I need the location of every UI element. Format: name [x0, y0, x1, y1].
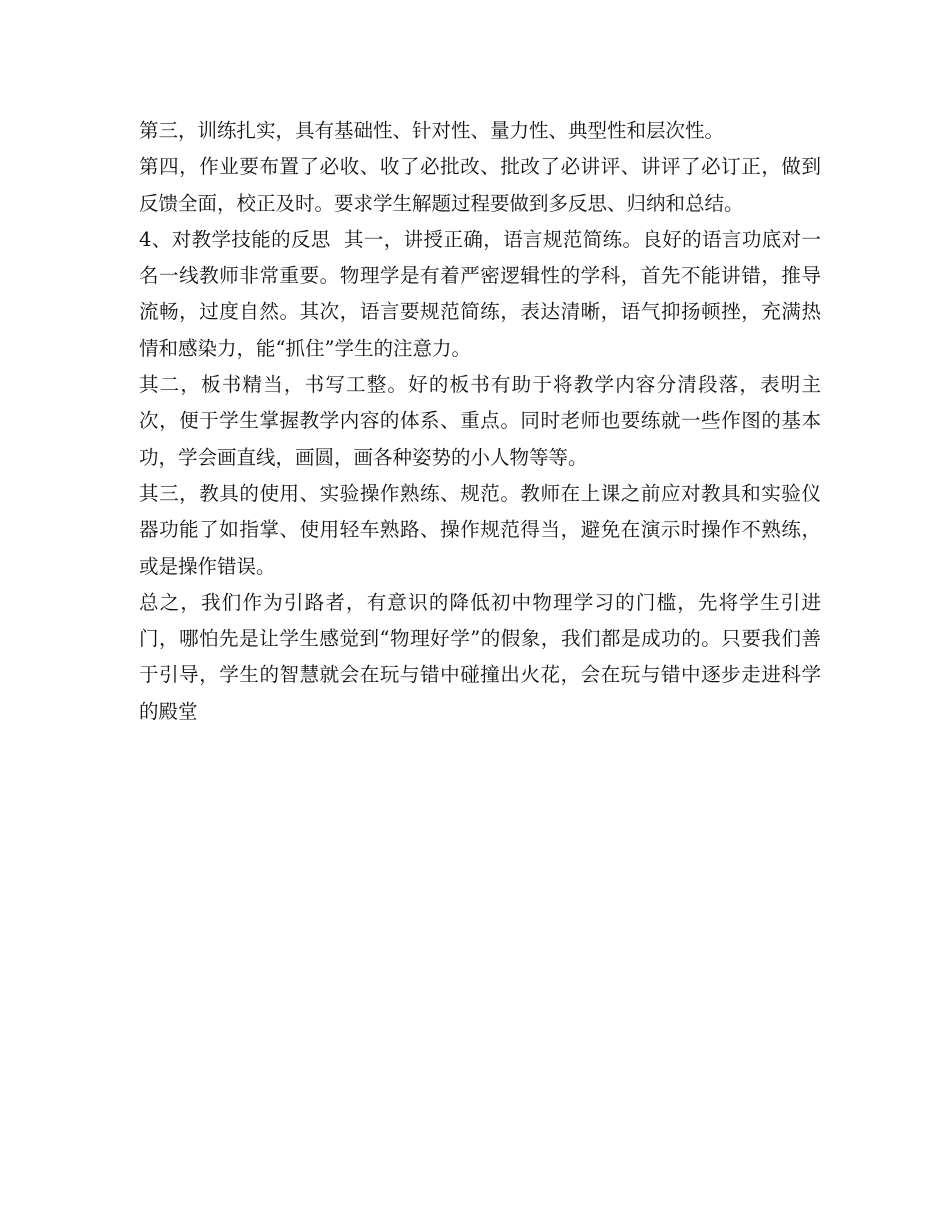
paragraph-second-blackboard: 其二，板书精当，书写工整。好的板书有助于将教学内容分清段落，表明主次，便于学生掌握教学内容的体系、重点。同时老师也要练就一些作图的基本功，学会画直线，画圆，画各种姿势的小人物等等。 [139, 373, 821, 469]
paragraph-third-training: 第三，训练扎实，具有基础性、针对性、量力性、典型性和层次性。 [139, 119, 725, 142]
paragraph-third-teaching-aids: 其三，教具的使用、实验操作熟练、规范。教师在上课之前应对教具和实验仪器功能了如指掌、使用轻车熟路、操作规范得当，避免在演示时操作不熟练，或是操作错误。 [139, 481, 821, 578]
paragraph-fourth-homework: 第四，作业要布置了必收、收了必批改、批改了必讲评、讲评了必订正，做到反馈全面，校正及时。要求学生解题过程要做到多反思、归纳和总结。 [139, 155, 821, 215]
paragraph-teaching-skills-reflection: 4、对教学技能的反思 其一，讲授正确，语言规范简练。良好的语言功底对一名一线教师非常重要。物理学是有着严密逻辑性的学科，首先不能讲错，推导流畅，过度自然。其次，语言要规范简练，表达清晰，语气抑扬顿挫，充满热情和感染力，能“抓住”学生的注意力。 [139, 227, 821, 360]
document-body [139, 113, 821, 730]
paragraph-conclusion: 总之，我们作为引路者，有意识的降低初中物理学习的门槛，先将学生引进门，哪怕先是让学生感觉到“物理好学”的假象，我们都是成功的。只要我们善于引导，学生的智慧就会在玩与错中碰撞出火花，会在玩与错中逐步走进科学的殿堂 [139, 590, 821, 723]
